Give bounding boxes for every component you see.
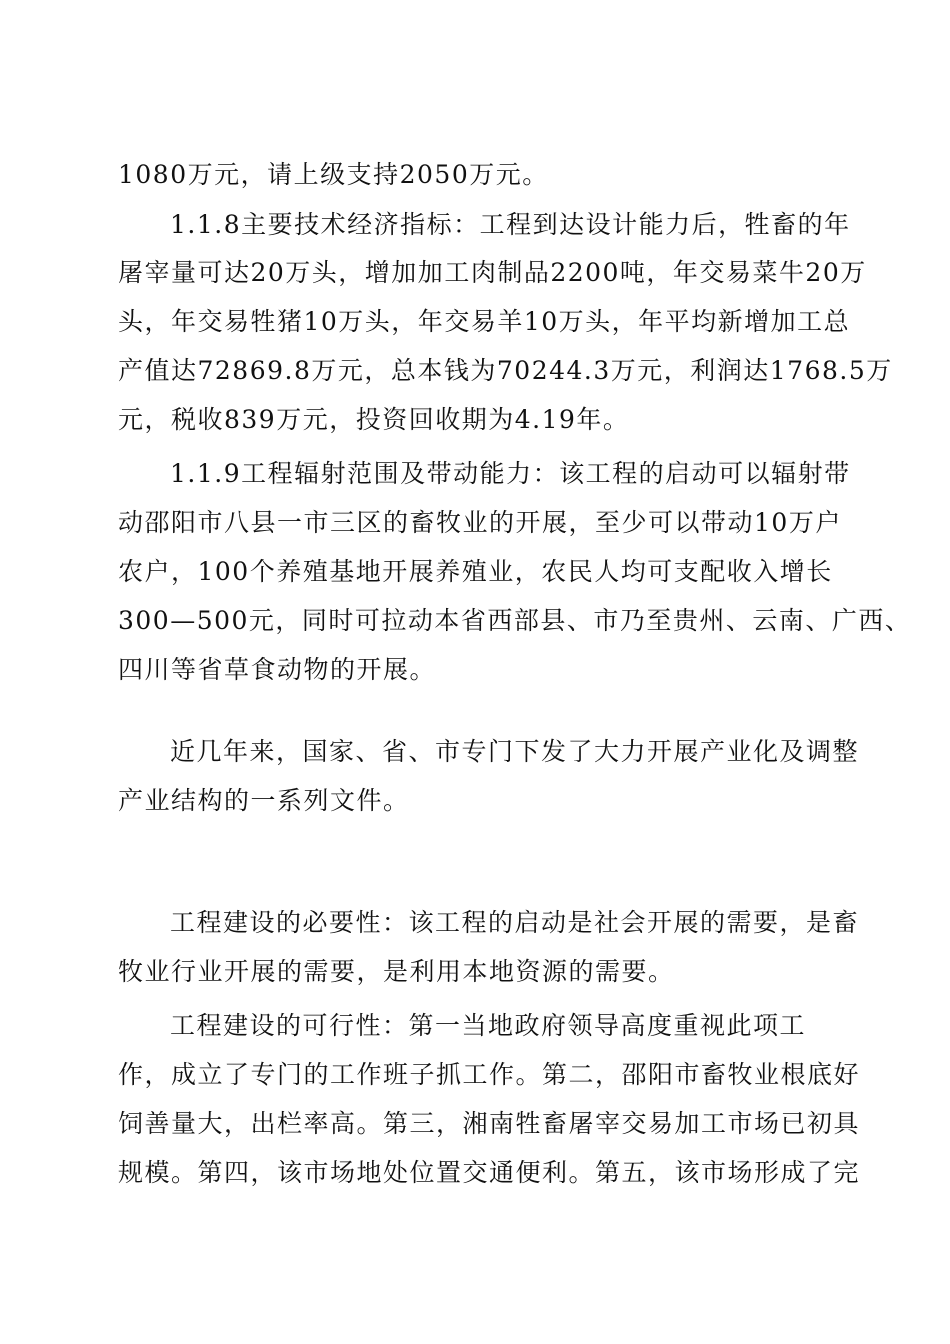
text-line: 牧业行业开展的需要，是利用本地资源的需要。: [118, 957, 675, 986]
text-line: 动邵阳市八县一市三区的畜牧业的开展，至少可以带动10万户: [118, 508, 842, 537]
text-line: 1.1.9工程辐射范围及带动能力：该工程的启动可以辐射带: [170, 459, 851, 488]
text-line: 头，年交易牲猪10万头，年交易羊10万头，年平均新增加工总: [118, 307, 851, 336]
text-line: 1.1.8主要技术经济指标：工程到达设计能力后，牲畜的年: [170, 210, 851, 239]
text-line: 农户，100个养殖基地开展养殖业，农民人均可支配收入增长: [118, 557, 833, 586]
text-line: 元，税收839万元，投资回收期为4.19年。: [118, 405, 630, 434]
text-line: 300—500元，同时可拉动本省西部县、市乃至贵州、云南、广西、: [118, 606, 912, 635]
text-line: 四川等省草食动物的开展。: [118, 655, 437, 684]
text-line: 规模。第四，该市场地处位置交通便利。第五，该市场形成了完: [118, 1158, 861, 1187]
text-line: 屠宰量可达20万头，增加加工肉制品2200吨，年交易菜牛20万: [118, 258, 867, 287]
text-line: 工程建设的必要性：该工程的启动是社会开展的需要，是畜: [170, 908, 860, 937]
text-line: 产业结构的一系列文件。: [118, 786, 410, 815]
text-line: 1080万元，请上级支持2050万元。: [118, 160, 549, 189]
text-line: 近几年来，国家、省、市专门下发了大力开展产业化及调整: [170, 737, 860, 766]
text-line: 产值达72869.8万元，总本钱为70244.3万元，利润达1768.5万: [118, 356, 893, 385]
text-line: 作，成立了专门的工作班子抓工作。第二，邵阳市畜牧业根底好: [118, 1060, 861, 1089]
text-line: 工程建设的可行性：第一当地政府领导高度重视此项工: [170, 1011, 807, 1040]
text-line: 饲善量大，出栏率高。第三，湘南牲畜屠宰交易加工市场已初具: [118, 1109, 861, 1138]
